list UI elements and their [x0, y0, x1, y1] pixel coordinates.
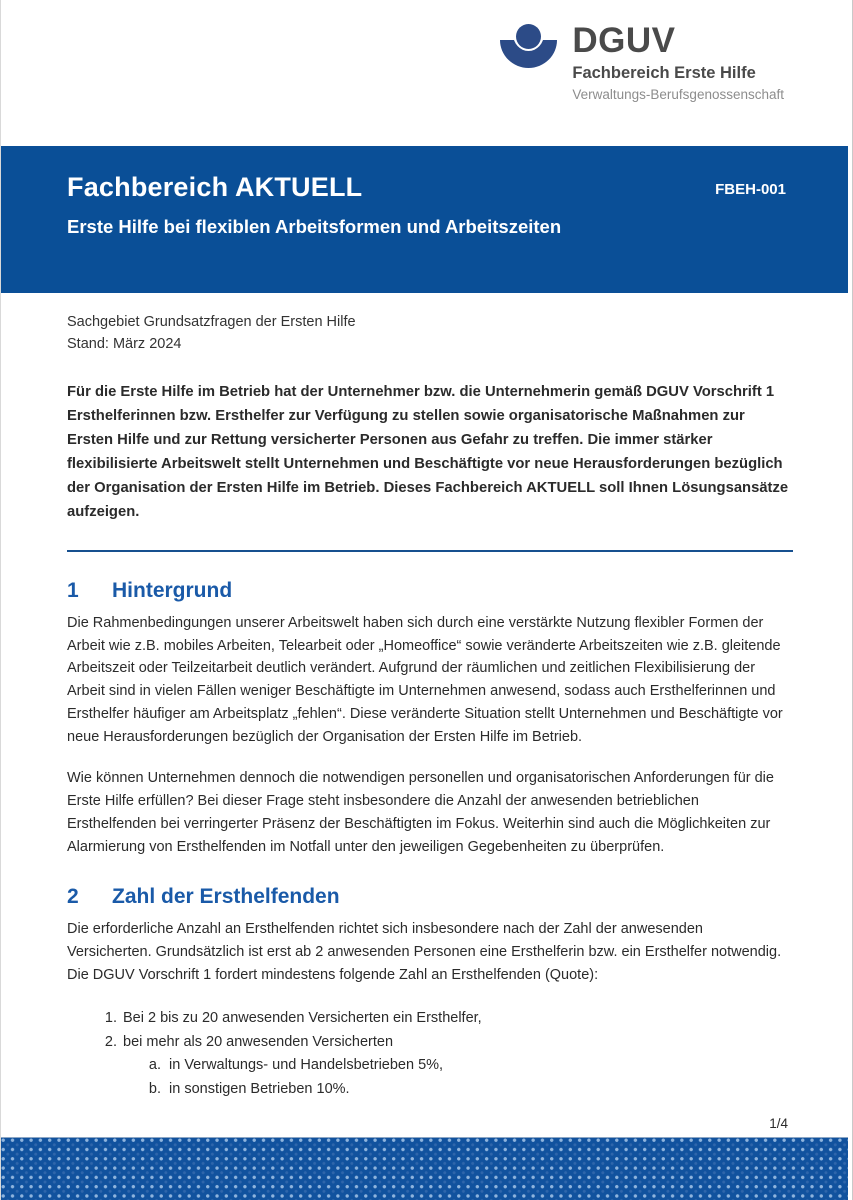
list-marker: a. — [148, 1057, 161, 1074]
lead-paragraph: Für die Erste Hilfe im Betrieb hat der Unternehmer bzw. die Unternehmerin gemäß DGUV Vorschrift 1 Ersthelferinnen bzw. Ersthelfer zur Verfügung zu stellen sowie organisatorische Maßnahmen zur Ersten Hilfe und zur Rettung versicherter Personen aus Gefahr zu treffen. Die immer stärker flexibilisierte Arbeitswelt stellt Unternehmen und Beschäftigte vor neue Herausforderungen bezüglich der Organisation der Ersten Hilfe im Betrieb. Dieses Fachbereich AKTUELL soll Ihnen Lösungsansätze aufzeigen. — [67, 384, 789, 520]
document-content — [67, 311, 791, 1102]
list-marker: 2. — [104, 1033, 117, 1050]
banner-subtitle: Erste Hilfe bei flexiblen Arbeitsformen und Arbeitszeiten — [67, 216, 562, 237]
section-heading-2 — [67, 885, 791, 909]
masthead — [1, 0, 852, 140]
document-code: FBEH-001 — [715, 181, 786, 198]
horizontal-rule — [67, 550, 793, 552]
list-item-text: in sonstigen Betrieben 10%. — [169, 1081, 350, 1098]
logo-subtitle-secondary: Verwaltungs-Berufsgenossenschaft — [572, 86, 784, 102]
list-item — [123, 1078, 791, 1102]
list-item-text: in Verwaltungs- und Handelsbetrieben 5%, — [169, 1057, 444, 1074]
section-number-1: 1 — [67, 578, 79, 602]
logo-subtitle-primary: Fachbereich Erste Hilfe — [572, 64, 756, 82]
logo-title: DGUV — [572, 21, 676, 60]
title-banner — [1, 146, 848, 293]
list-marker: 1. — [104, 1009, 117, 1026]
subject-area-line: Sachgebiet Grundsatzfragen der Ersten Hilfe — [67, 314, 356, 330]
quota-sublist — [123, 1054, 791, 1102]
section-title-2: Zahl der Ersthelfenden — [112, 885, 340, 909]
section-1-paragraph-2: Wie können Unternehmen dennoch die notwendigen personellen und organisatorischen Anforderungen für die Erste Hilfe erfüllen? Bei dieser Frage steht insbesondere die Anzahl der anwesenden betrieblichen Ersthelfenden bei verringerter Präsenz der Beschäftigten im Fokus. Weiterhin sind auch die Möglichkeiten zur Alarmierung von Ersthelfenden im Notfall unter den jeweiligen Gegebenheiten zu überprüfen. — [67, 770, 774, 855]
list-marker: b. — [148, 1081, 161, 1098]
list-item — [123, 1054, 791, 1078]
date-line: Stand: März 2024 — [67, 336, 182, 353]
page-number: 1/4 — [769, 1116, 788, 1131]
footer-band — [1, 1137, 848, 1200]
banner-title: Fachbereich AKTUELL — [67, 172, 363, 202]
dguv-logo-mark-icon — [500, 24, 558, 70]
dguv-logo — [500, 22, 784, 102]
section-title-1: Hintergrund — [112, 578, 233, 602]
section-heading-1 — [67, 579, 791, 603]
list-item-text: Bei 2 bis zu 20 anwesenden Versicherten ein Ersthelfer, — [123, 1009, 482, 1026]
ersthelfende-quota-list — [67, 1007, 791, 1103]
list-item-text: bei mehr als 20 anwesenden Versicherten — [123, 1033, 394, 1050]
list-item — [67, 1031, 791, 1103]
list-item — [67, 1007, 791, 1031]
section-1-paragraph-1: Die Rahmenbedingungen unserer Arbeitswelt haben sich durch eine verstärkte Nutzung flexibler Formen der Arbeit wie z.B. mobiles Arbeiten, Telearbeit oder „Homeoffice“ sowie veränderte Arbeitszeiten wie z.B. gleitende Arbeitszeit oder Teilzeitarbeit deutlich verändert. Aufgrund der räumlichen und zeitlichen Flexibilisierung der Arbeit sind in vielen Fällen weniger Beschäftigte im Unternehmen anwesend, sodass auch Ersthelferinnen und Ersthelfer häufiger am Arbeitsplatz „fehlen“. Diese veränderte Situation stellt Unternehmen und Beschäftigte vor neue Herausforderungen bezüglich der Organisation der Ersten Hilfe im Betrieb. — [67, 614, 783, 745]
section-number-2: 2 — [67, 885, 79, 909]
section-2-paragraph-1: Die erforderliche Anzahl an Ersthelfenden richtet sich insbesondere nach der Zahl der anwesenden Versicherten. Grundsätzlich ist erst ab 2 anwesenden Personen eine Ersthelferin bzw. ein Ersthelfer notwendig. Die DGUV Vorschrift 1 fordert mindestens folgende Zahl an Ersthelfenden (Quote): — [67, 921, 782, 983]
logo-text-block — [572, 22, 784, 102]
